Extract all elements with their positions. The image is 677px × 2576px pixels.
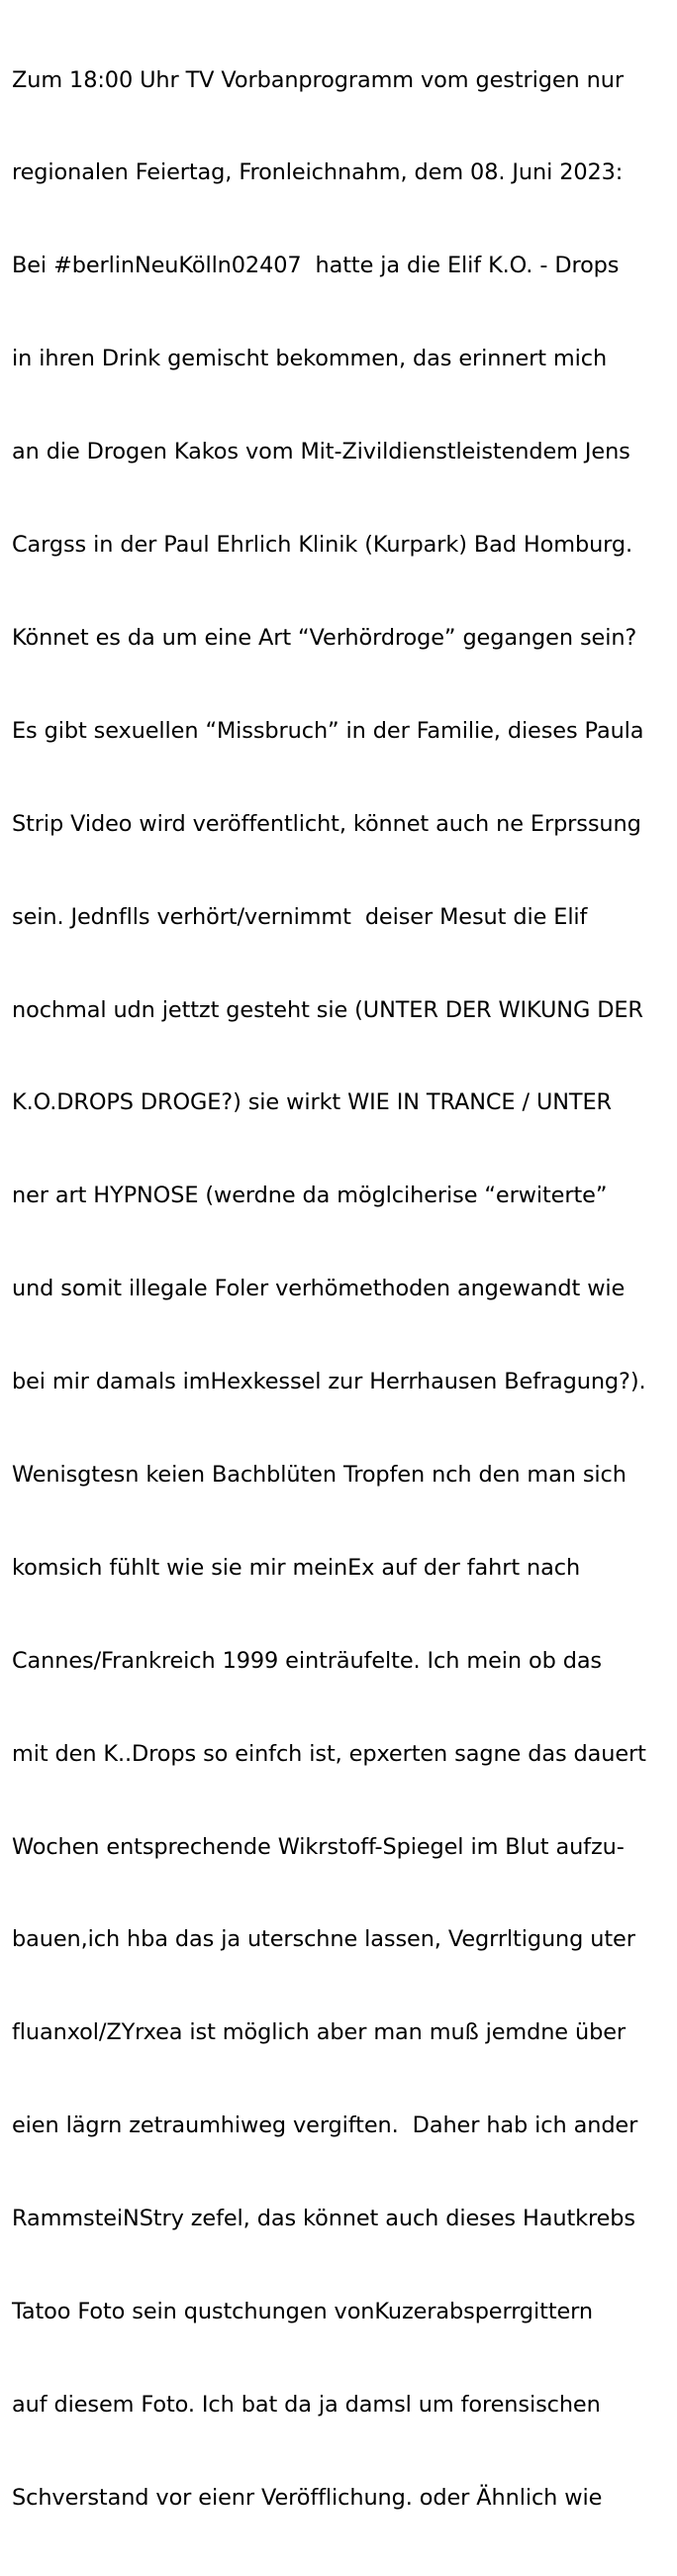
text-line-11: nochmal udn jettzt gesteht sie (UNTER DER WIKUNG DER — [12, 996, 643, 1023]
text-line-2: regionalen Feiertag, Fronleichnahm, dem 08. Juni 2023: — [12, 159, 624, 186]
text-line-12: K.O.DROPS DROGE?) sie wirkt WIE IN TRANCE / UNTER — [12, 1089, 612, 1116]
text-line-19: mit den K..Drops so einfch ist, epxerten sagne das dauert — [12, 1740, 646, 1767]
text-line-20: Wochen entsprechende Wikrstoff-Spiegel im Blut aufzu- — [12, 1833, 625, 1860]
text-line-8: Es gibt sexuellen “Missbruch” in der Familie, dieses Paula — [12, 717, 644, 744]
text-line-15: bei mir damals imHexkessel zur Herrhausen Befragung?). — [12, 1369, 646, 1395]
text-line-9: Strip Video wird veröffentlicht, könnet auch ne Erprssung — [12, 810, 641, 837]
text-line-6: Cargss in der Paul Ehrlich Klinik (Kurpark) Bad Homburg. — [12, 532, 633, 559]
text-line-4: in ihren Drink gemischt bekommen, das erinnert mich — [12, 346, 608, 372]
text-line-27: Schverstand vor eienr Veröfflichung. oder Ähnlich wie — [12, 2484, 603, 2511]
text-line-13: ner art HYPNOSE (werdne da möglciherise “erwiterte” — [12, 1183, 608, 1209]
text-line-21: bauen,ich hba das ja uterschne lassen, Vegrrltigung uter — [12, 1926, 635, 1953]
text-line-14: und somit illegale Foler verhömethoden angewandt wie — [12, 1276, 626, 1302]
text-line-10: sein. Jednflls verhört/vernimmt deiser Mesut die Elif — [12, 903, 588, 930]
text-line-16: Wenisgtesn keien Bachblüten Tropfen nch den man sich — [12, 1461, 627, 1488]
text-line-23: eien lägrn zetraumhiweg vergiften. Daher hab ich ander — [12, 2112, 638, 2139]
text-line-3: Bei #berlinNeuKölln02407 hatte ja die Elif K.O. - Drops — [12, 253, 620, 279]
text-line-5: an die Drogen Kakos vom Mit-Zivildienstleistendem Jens — [12, 439, 630, 465]
text-line-22: fluanxol/ZYrxea ist möglich aber man muß jemdne über — [12, 2019, 626, 2046]
document-text — [12, 3, 677, 2576]
text-line-26: auf diesem Foto. Ich bat da ja damsl um forensischen — [12, 2391, 601, 2418]
text-line-7: Könnet es da um eine Art “Verhördroge” gegangen sein? — [12, 624, 637, 651]
text-line-18: Cannes/Frankreich 1999 einträufelte. Ich mein ob das — [12, 1647, 603, 1674]
text-line-1: Zum 18:00 Uhr TV Vorbanprogramm vom gestrigen nur — [12, 66, 624, 93]
text-line-17: komsich fühlt wie sie mir meinEx auf der fahrt nach — [12, 1554, 581, 1581]
text-line-24: RammsteiNStry zefel, das könnet auch dieses Hautkrebs — [12, 2206, 635, 2232]
text-line-25: Tatoo Foto sein qustchungen vonKuzerabsperrgittern — [12, 2298, 593, 2324]
